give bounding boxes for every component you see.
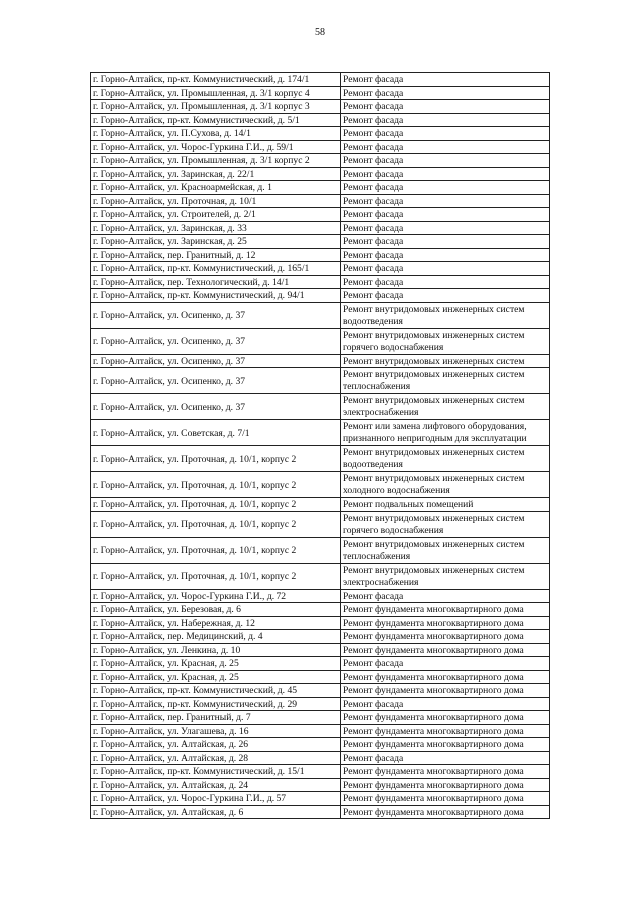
work-type-cell: Ремонт фасада [341, 100, 550, 114]
table-row [91, 248, 550, 262]
work-type-cell: Ремонт фундамента многоквартирного дома [341, 711, 550, 725]
table-row [91, 262, 550, 276]
table-row [91, 616, 550, 630]
address-cell: г. Горно-Алтайск, ул. Проточная, д. 10/1 [91, 194, 341, 208]
address-cell: г. Горно-Алтайск, пр-кт. Коммунистический, д. 5/1 [91, 113, 341, 127]
work-type-cell: Ремонт фундамента многоквартирного дома [341, 643, 550, 657]
work-type-cell: Ремонт фасада [341, 113, 550, 127]
work-type-cell: Ремонт фасада [341, 167, 550, 181]
address-cell: г. Горно-Алтайск, ул. Проточная, д. 10/1, корпус 2 [91, 446, 341, 472]
table-row [91, 697, 550, 711]
table-row [91, 235, 550, 249]
table-row [91, 738, 550, 752]
work-type-cell: Ремонт внутридомовых инженерных систем теплоснабжения [341, 537, 550, 563]
table-row [91, 328, 550, 354]
table-row [91, 354, 550, 368]
work-type-cell: Ремонт фундамента многоквартирного дома [341, 778, 550, 792]
work-type-cell: Ремонт фасада [341, 73, 550, 87]
address-cell: г. Горно-Алтайск, ул. Алтайская, д. 26 [91, 738, 341, 752]
address-cell: г. Горно-Алтайск, ул. Строителей, д. 2/1 [91, 208, 341, 222]
address-cell: г. Горно-Алтайск, ул. Осипенко, д. 37 [91, 394, 341, 420]
address-cell: г. Горно-Алтайск, пр-кт. Коммунистический, д. 29 [91, 697, 341, 711]
repair-table-body [91, 73, 550, 819]
work-type-cell: Ремонт фасада [341, 235, 550, 249]
address-cell: г. Горно-Алтайск, пер. Гранитный, д. 12 [91, 248, 341, 262]
work-type-cell: Ремонт фасада [341, 275, 550, 289]
table-row [91, 657, 550, 671]
work-type-cell: Ремонт фасада [341, 194, 550, 208]
table-row [91, 289, 550, 303]
address-cell: г. Горно-Алтайск, ул. Проточная, д. 10/1, корпус 2 [91, 472, 341, 498]
table-row [91, 113, 550, 127]
table-row [91, 511, 550, 537]
table-row [91, 563, 550, 589]
table-row [91, 73, 550, 87]
work-type-cell: Ремонт фасада [341, 751, 550, 765]
address-cell: г. Горно-Алтайск, пр-кт. Коммунистический, д. 15/1 [91, 765, 341, 779]
table-row [91, 805, 550, 819]
table-row [91, 194, 550, 208]
table-row [91, 221, 550, 235]
work-type-cell: Ремонт фундамента многоквартирного дома [341, 616, 550, 630]
table-row [91, 302, 550, 328]
address-cell: г. Горно-Алтайск, ул. Советская, д. 7/1 [91, 420, 341, 446]
work-type-cell: Ремонт фасада [341, 140, 550, 154]
work-type-cell: Ремонт фасада [341, 657, 550, 671]
work-type-cell: Ремонт фасада [341, 248, 550, 262]
address-cell: г. Горно-Алтайск, ул. Заринская, д. 33 [91, 221, 341, 235]
table-row [91, 167, 550, 181]
address-cell: г. Горно-Алтайск, ул. Осипенко, д. 37 [91, 354, 341, 368]
table-row [91, 643, 550, 657]
address-cell: г. Горно-Алтайск, ул. П.Сухова, д. 14/1 [91, 127, 341, 141]
table-row [91, 127, 550, 141]
table-row [91, 446, 550, 472]
table-row [91, 792, 550, 806]
work-type-cell: Ремонт фундамента многоквартирного дома [341, 684, 550, 698]
work-type-cell: Ремонт фасада [341, 86, 550, 100]
address-cell: г. Горно-Алтайск, ул. Осипенко, д. 37 [91, 328, 341, 354]
work-type-cell: Ремонт подвальных помещений [341, 498, 550, 512]
address-cell: г. Горно-Алтайск, пр-кт. Коммунистический, д. 45 [91, 684, 341, 698]
address-cell: г. Горно-Алтайск, ул. Проточная, д. 10/1, корпус 2 [91, 563, 341, 589]
work-type-cell: Ремонт внутридомовых инженерных систем водоотведения [341, 446, 550, 472]
work-type-cell: Ремонт внутридомовых инженерных систем горячего водоснабжения [341, 511, 550, 537]
table-row [91, 778, 550, 792]
work-type-cell: Ремонт фасада [341, 221, 550, 235]
address-cell: г. Горно-Алтайск, пр-кт. Коммунистический, д. 174/1 [91, 73, 341, 87]
work-type-cell: Ремонт внутридомовых инженерных систем электроснабжения [341, 563, 550, 589]
table-row [91, 181, 550, 195]
table-row [91, 589, 550, 603]
address-cell: г. Горно-Алтайск, ул. Красная, д. 25 [91, 657, 341, 671]
address-cell: г. Горно-Алтайск, пр-кт. Коммунистический, д. 165/1 [91, 262, 341, 276]
address-cell: г. Горно-Алтайск, пер. Медицинский, д. 4 [91, 630, 341, 644]
work-type-cell: Ремонт фасада [341, 697, 550, 711]
table-row [91, 724, 550, 738]
work-type-cell: Ремонт внутридомовых инженерных систем горячего водоснабжения [341, 328, 550, 354]
table-row [91, 394, 550, 420]
work-type-cell: Ремонт или замена лифтового оборудования, признанного непригодным для эксплуатации [341, 420, 550, 446]
table-row [91, 154, 550, 168]
address-cell: г. Горно-Алтайск, ул. Промышленная, д. 3/1 корпус 4 [91, 86, 341, 100]
table-row [91, 472, 550, 498]
page-number: 58 [315, 27, 325, 38]
table-row [91, 711, 550, 725]
address-cell: г. Горно-Алтайск, ул. Проточная, д. 10/1, корпус 2 [91, 498, 341, 512]
table-row [91, 603, 550, 617]
work-type-cell: Ремонт фундамента многоквартирного дома [341, 630, 550, 644]
address-cell: г. Горно-Алтайск, ул. Промышленная, д. 3/1 корпус 3 [91, 100, 341, 114]
work-type-cell: Ремонт фундамента многоквартирного дома [341, 765, 550, 779]
work-type-cell: Ремонт фасада [341, 289, 550, 303]
work-type-cell: Ремонт фундамента многоквартирного дома [341, 603, 550, 617]
address-cell: г. Горно-Алтайск, ул. Ленкина, д. 10 [91, 643, 341, 657]
table-row [91, 751, 550, 765]
table-row [91, 368, 550, 394]
table-row [91, 765, 550, 779]
table-row [91, 670, 550, 684]
table-row [91, 275, 550, 289]
table-row [91, 208, 550, 222]
table-row [91, 420, 550, 446]
work-type-cell: Ремонт внутридомовых инженерных систем холодного водоснабжения [341, 472, 550, 498]
address-cell: г. Горно-Алтайск, ул. Алтайская, д. 24 [91, 778, 341, 792]
work-type-cell: Ремонт внутридомовых инженерных систем теплоснабжения [341, 368, 550, 394]
work-type-cell: Ремонт фундамента многоквартирного дома [341, 724, 550, 738]
address-cell: г. Горно-Алтайск, пер. Технологический, д. 14/1 [91, 275, 341, 289]
work-type-cell: Ремонт фасада [341, 589, 550, 603]
address-cell: г. Горно-Алтайск, ул. Осипенко, д. 37 [91, 368, 341, 394]
work-type-cell: Ремонт внутридомовых инженерных систем электроснабжения [341, 394, 550, 420]
address-cell: г. Горно-Алтайск, ул. Улагашева, д. 16 [91, 724, 341, 738]
address-cell: г. Горно-Алтайск, ул. Чорос-Гуркина Г.И., д. 59/1 [91, 140, 341, 154]
address-cell: г. Горно-Алтайск, ул. Проточная, д. 10/1, корпус 2 [91, 511, 341, 537]
address-cell: г. Горно-Алтайск, ул. Проточная, д. 10/1, корпус 2 [91, 537, 341, 563]
address-cell: г. Горно-Алтайск, ул. Чорос-Гуркина Г.И., д. 57 [91, 792, 341, 806]
work-type-cell: Ремонт фасада [341, 181, 550, 195]
work-type-cell: Ремонт фундамента многоквартирного дома [341, 805, 550, 819]
address-cell: г. Горно-Алтайск, ул. Чорос-Гуркина Г.И., д. 72 [91, 589, 341, 603]
address-cell: г. Горно-Алтайск, ул. Алтайская, д. 6 [91, 805, 341, 819]
address-cell: г. Горно-Алтайск, ул. Осипенко, д. 37 [91, 302, 341, 328]
address-cell: г. Горно-Алтайск, ул. Красная, д. 25 [91, 670, 341, 684]
table-row [91, 140, 550, 154]
address-cell: г. Горно-Алтайск, ул. Промышленная, д. 3/1 корпус 2 [91, 154, 341, 168]
table-row [91, 498, 550, 512]
address-cell: г. Горно-Алтайск, ул. Красноармейская, д. 1 [91, 181, 341, 195]
table-row [91, 630, 550, 644]
address-cell: г. Горно-Алтайск, ул. Набережная, д. 12 [91, 616, 341, 630]
table-row [91, 537, 550, 563]
work-type-cell: Ремонт внутридомовых инженерных систем водоотведения [341, 302, 550, 328]
address-cell: г. Горно-Алтайск, пр-кт. Коммунистический, д. 94/1 [91, 289, 341, 303]
work-type-cell: Ремонт фундамента многоквартирного дома [341, 738, 550, 752]
work-type-cell: Ремонт фасада [341, 208, 550, 222]
work-type-cell: Ремонт фасада [341, 154, 550, 168]
table-row [91, 684, 550, 698]
repair-table [90, 72, 550, 819]
address-cell: г. Горно-Алтайск, ул. Алтайская, д. 28 [91, 751, 341, 765]
table-row [91, 100, 550, 114]
address-cell: г. Горно-Алтайск, пер. Гранитный, д. 7 [91, 711, 341, 725]
address-cell: г. Горно-Алтайск, ул. Заринская, д. 22/1 [91, 167, 341, 181]
table-row [91, 86, 550, 100]
work-type-cell: Ремонт внутридомовых инженерных систем [341, 354, 550, 368]
work-type-cell: Ремонт фундамента многоквартирного дома [341, 670, 550, 684]
address-cell: г. Горно-Алтайск, ул. Заринская, д. 25 [91, 235, 341, 249]
work-type-cell: Ремонт фундамента многоквартирного дома [341, 792, 550, 806]
address-cell: г. Горно-Алтайск, ул. Березовая, д. 6 [91, 603, 341, 617]
work-type-cell: Ремонт фасада [341, 262, 550, 276]
work-type-cell: Ремонт фасада [341, 127, 550, 141]
